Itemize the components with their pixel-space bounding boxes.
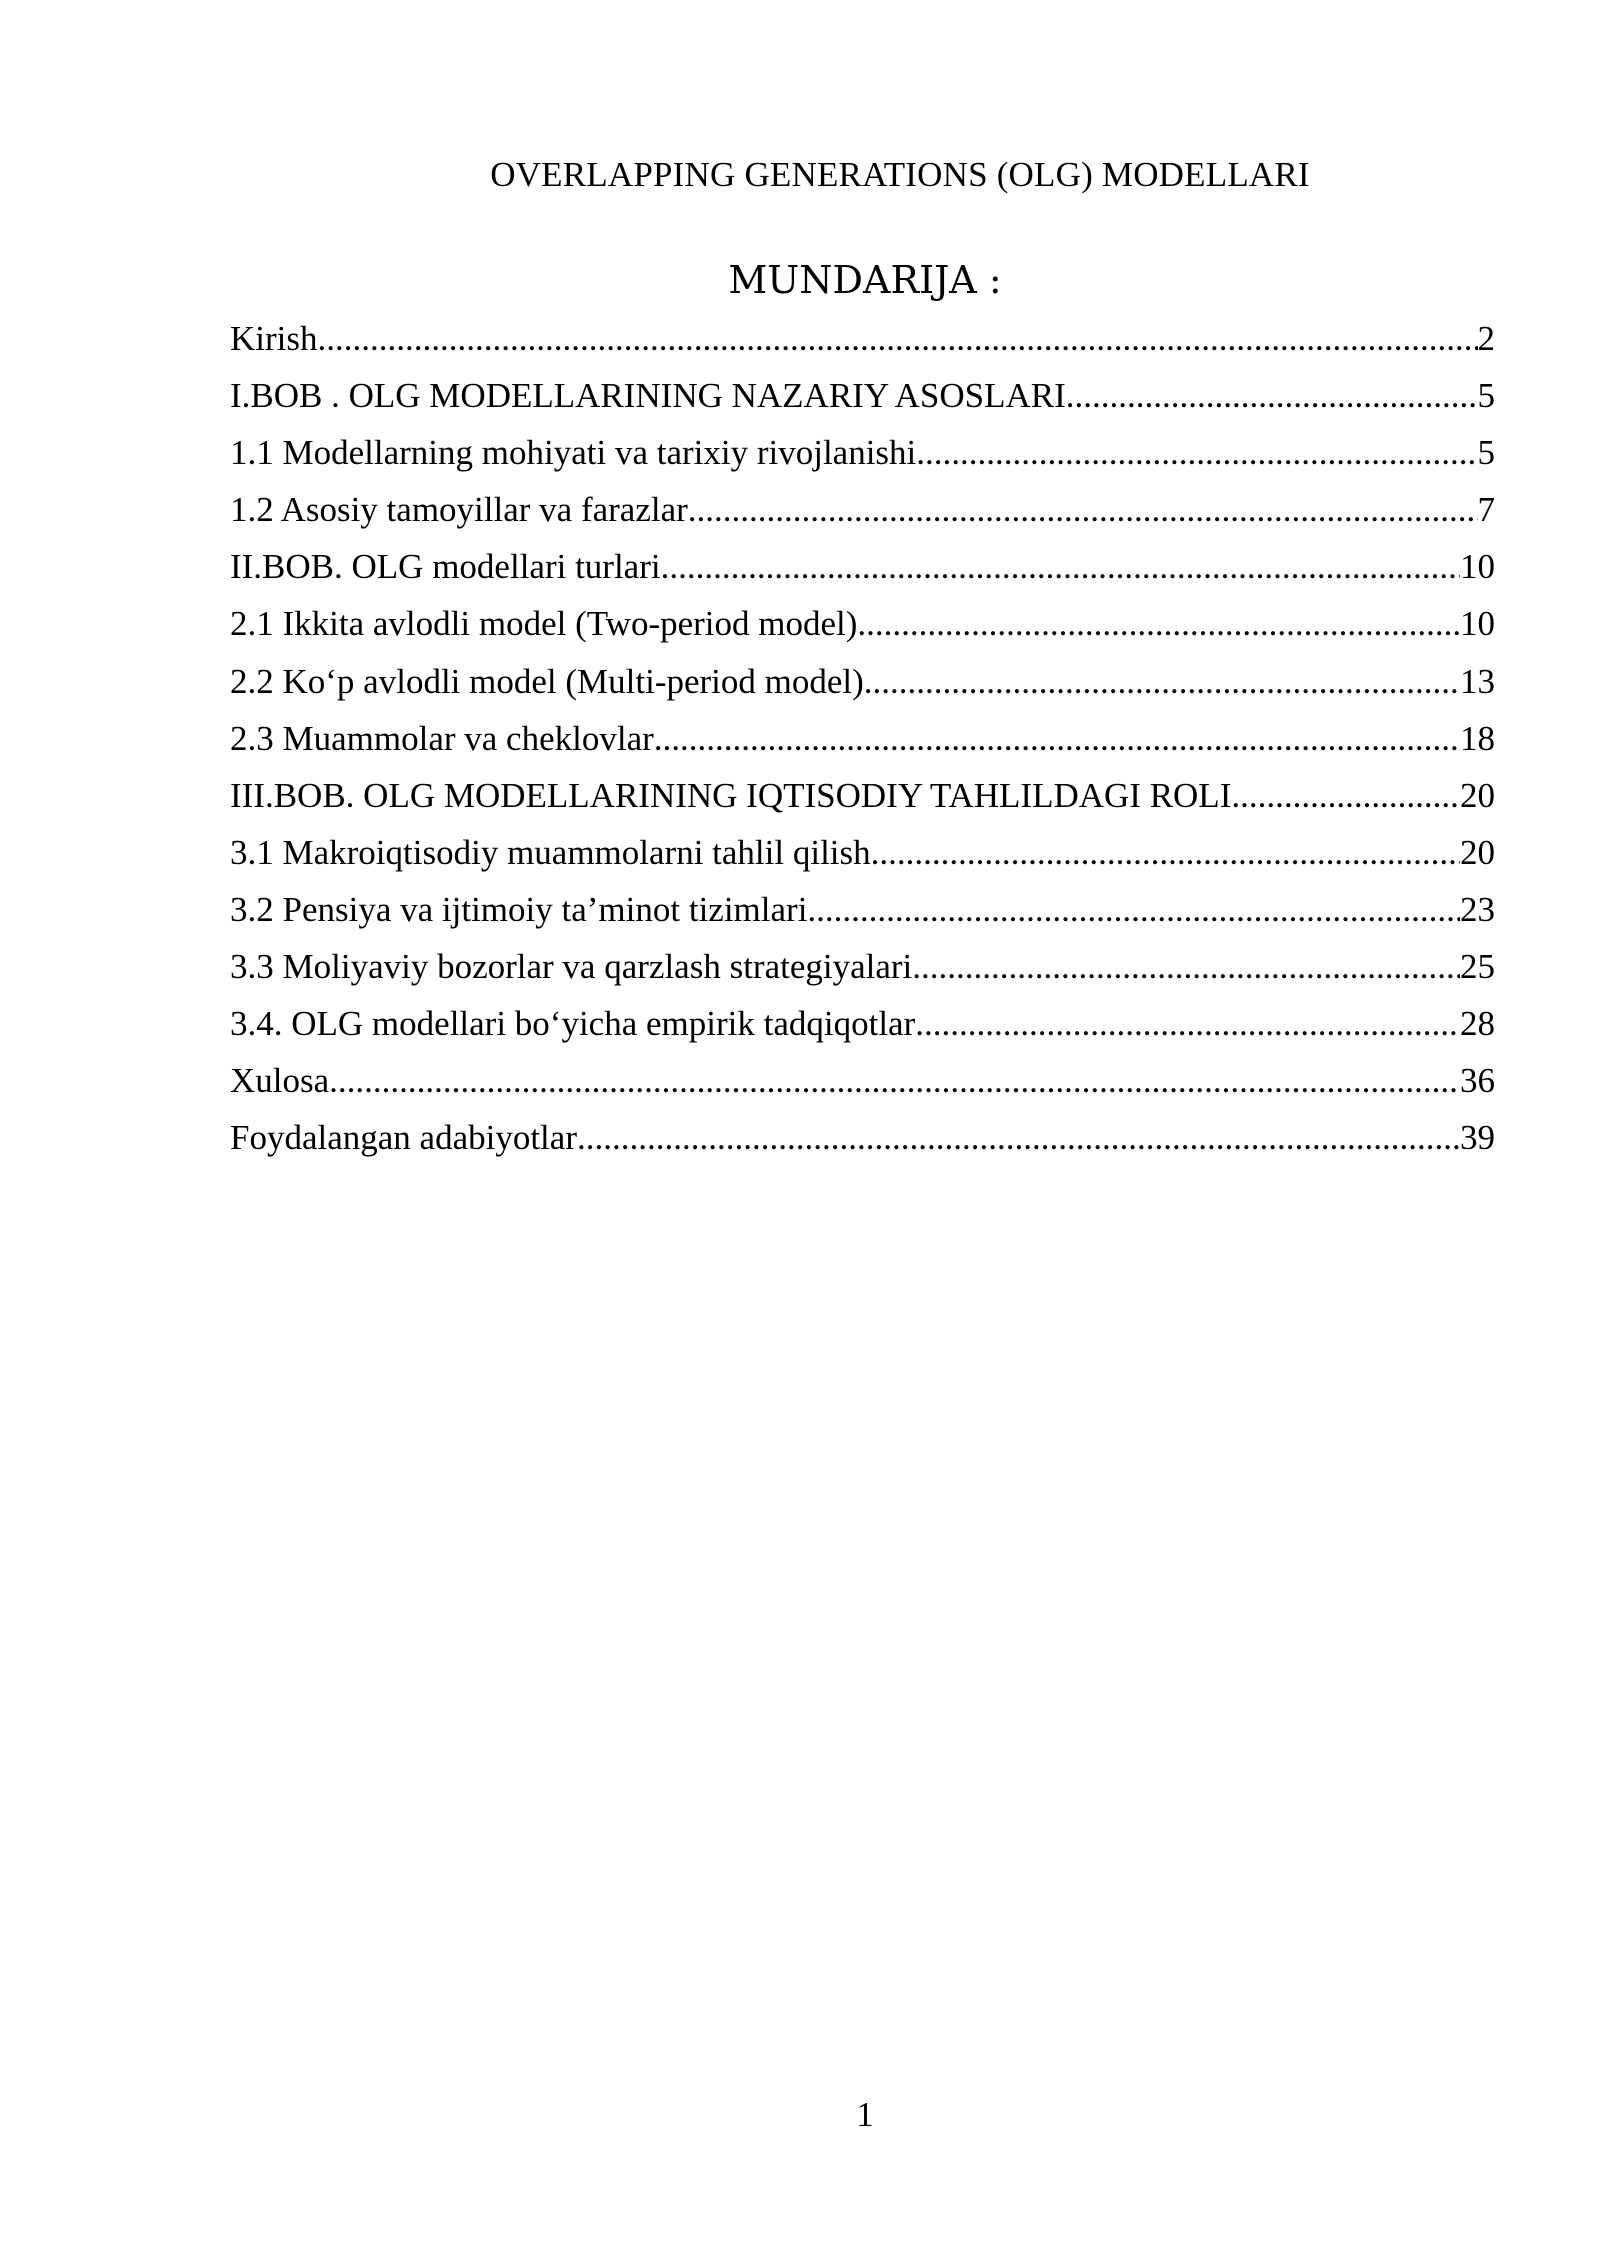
toc-entry[interactable] bbox=[230, 710, 1495, 767]
toc-entry-label: II.BOB. OLG modellari turlari bbox=[230, 547, 661, 587]
toc-entry-page: 28 bbox=[1460, 1004, 1495, 1044]
toc-entry-label: I.BOB . OLG MODELLARINING NAZARIY ASOSLARI bbox=[230, 376, 1066, 416]
toc-entry[interactable] bbox=[230, 995, 1495, 1052]
toc-entry-label: 2.3 Muammolar va cheklovlar bbox=[230, 718, 654, 758]
toc-entry-page: 20 bbox=[1460, 832, 1495, 872]
toc-entry[interactable] bbox=[230, 938, 1495, 995]
document-title: OVERLAPPING GENERATIONS (OLG) MODELLARI bbox=[490, 155, 1310, 194]
toc-entry-page: 2 bbox=[1477, 319, 1495, 358]
toc-heading: MUNDARIJA : bbox=[728, 258, 1002, 302]
toc-entry[interactable] bbox=[230, 424, 1495, 481]
toc-entry-page: 13 bbox=[1460, 661, 1495, 701]
page-number: 1 bbox=[856, 2095, 874, 2134]
toc-dot-leader bbox=[912, 938, 1460, 995]
toc-entry-label: 3.1 Makroiqtisodiy muammolarni tahlil qilish bbox=[230, 832, 871, 872]
toc-entry-page: 18 bbox=[1460, 718, 1495, 758]
toc-dot-leader bbox=[318, 310, 1478, 367]
toc-dot-leader bbox=[857, 595, 1460, 652]
toc-dot-leader bbox=[688, 481, 1478, 538]
toc-entry-page: 25 bbox=[1460, 947, 1495, 987]
toc-entry-page: 10 bbox=[1460, 547, 1495, 587]
toc-entry-page: 36 bbox=[1460, 1061, 1495, 1101]
toc-entry-page: 5 bbox=[1477, 376, 1495, 416]
toc-entry[interactable] bbox=[230, 1109, 1495, 1166]
toc-entry-label: 1.2 Asosiy tamoyillar va farazlar bbox=[230, 490, 688, 530]
toc-entry-label: 2.2 Ko‘p avlodli model (Multi-period model) bbox=[230, 661, 864, 701]
toc-entry[interactable] bbox=[230, 481, 1495, 538]
toc-entry-page: 10 bbox=[1460, 604, 1495, 644]
toc-entry-label: 3.3 Moliyaviy bozorlar va qarzlash strategiyalari bbox=[230, 947, 913, 987]
toc-entry-label: Xulosa bbox=[230, 1061, 330, 1101]
toc-dot-leader bbox=[807, 881, 1460, 938]
table-of-contents bbox=[230, 310, 1495, 1166]
toc-entry-label: 1.1 Modellarning mohiyati va tarixiy rivojlanishi bbox=[230, 433, 917, 473]
toc-entry[interactable] bbox=[230, 595, 1495, 652]
toc-dot-leader bbox=[1066, 367, 1478, 424]
toc-entry[interactable] bbox=[230, 1052, 1495, 1109]
toc-entry-page: 39 bbox=[1460, 1118, 1495, 1158]
toc-entry-label: Kirish bbox=[230, 319, 318, 358]
toc-entry[interactable] bbox=[230, 538, 1495, 595]
toc-entry-label: 2.1 Ikkita avlodli model (Two-period model) bbox=[230, 604, 858, 644]
toc-dot-leader bbox=[1231, 767, 1460, 824]
toc-dot-leader bbox=[661, 538, 1460, 595]
toc-entry-label: III.BOB. OLG MODELLARINING IQTISODIY TAHLILDAGI ROLI bbox=[230, 775, 1232, 815]
toc-entry-page: 23 bbox=[1460, 889, 1495, 929]
toc-entry[interactable] bbox=[230, 881, 1495, 938]
toc-entry[interactable] bbox=[230, 310, 1495, 367]
toc-entry-page: 7 bbox=[1477, 490, 1495, 530]
toc-entry-page: 5 bbox=[1477, 433, 1495, 473]
toc-dot-leader bbox=[577, 1109, 1460, 1166]
toc-entry[interactable] bbox=[230, 653, 1495, 710]
toc-entry[interactable] bbox=[230, 367, 1495, 424]
toc-entry-label: 3.2 Pensiya va ijtimoiy ta’minot tizimlari bbox=[230, 889, 808, 929]
toc-entry[interactable] bbox=[230, 824, 1495, 881]
toc-entry-label: Foydalangan adabiyotlar bbox=[230, 1118, 577, 1158]
toc-dot-leader bbox=[916, 424, 1477, 481]
toc-dot-leader bbox=[915, 995, 1460, 1052]
toc-entry-label: 3.4. OLG modellari bo‘yicha empirik tadqiqotlar bbox=[230, 1004, 916, 1044]
toc-dot-leader bbox=[864, 653, 1460, 710]
toc-dot-leader bbox=[329, 1052, 1460, 1109]
toc-entry-page: 20 bbox=[1460, 775, 1495, 815]
toc-entry[interactable] bbox=[230, 767, 1495, 824]
toc-dot-leader bbox=[654, 710, 1460, 767]
toc-dot-leader bbox=[871, 824, 1460, 881]
